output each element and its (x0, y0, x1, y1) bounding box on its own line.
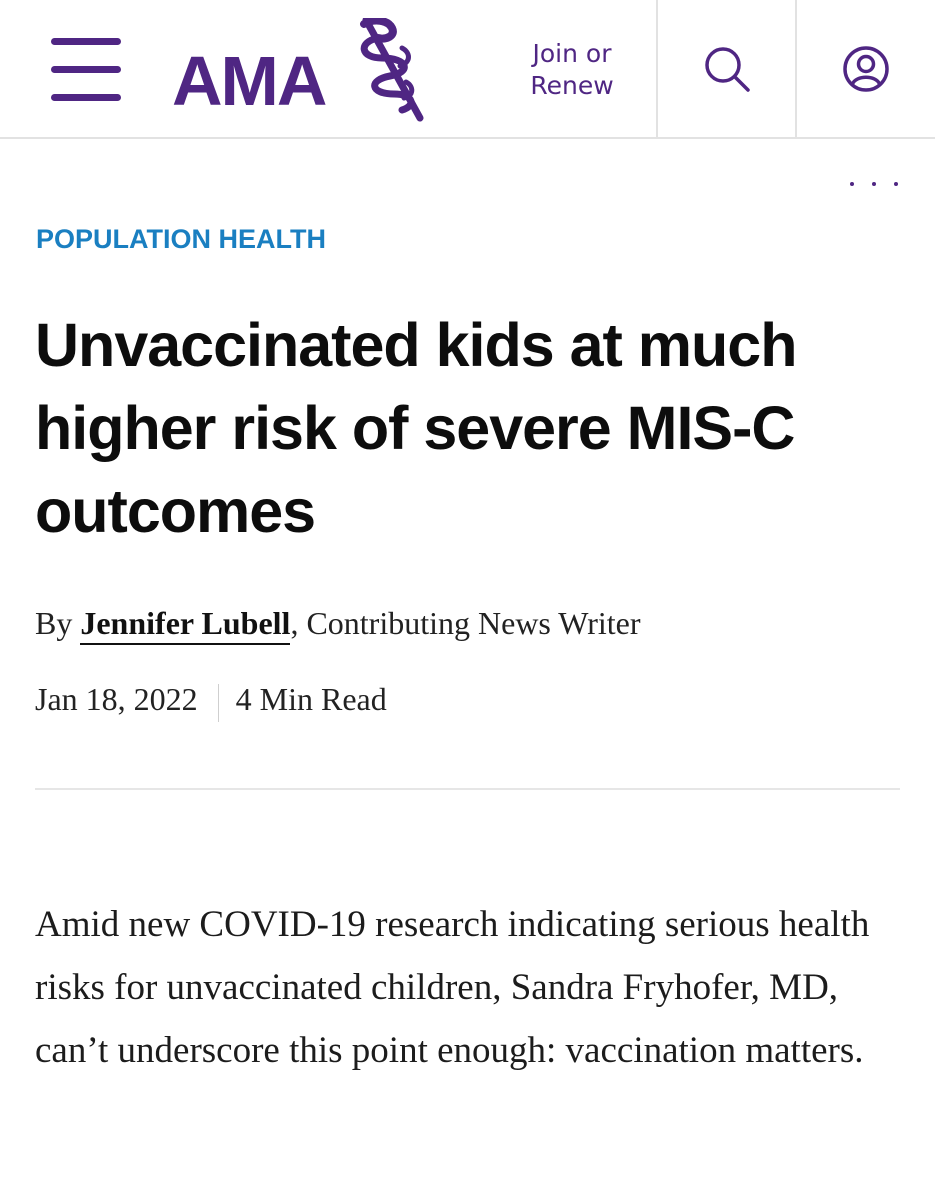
meta-divider (218, 684, 219, 722)
article-category[interactable]: POPULATION HEALTH (36, 224, 326, 254)
join-renew-link[interactable] (516, 38, 628, 102)
article-byline (35, 602, 641, 644)
publish-date: Jan 18, 2022 (35, 681, 198, 717)
staff-of-asclepius-icon (352, 18, 428, 122)
site-header (0, 0, 935, 139)
article-headline: Unvaccinated kids at much higher risk of severe MIS-C outcomes (35, 311, 797, 545)
author-role: , Contributing News Writer (290, 605, 641, 641)
author-link[interactable]: Jennifer Lubell (80, 605, 290, 645)
article-meta (35, 678, 387, 722)
byline-prefix: By (35, 605, 73, 641)
join-label-line2: Renew (530, 71, 614, 100)
search-icon (702, 44, 752, 94)
account-button[interactable] (797, 0, 935, 137)
menu-bar (51, 66, 121, 73)
dot (872, 182, 876, 186)
read-time: 4 Min Read (235, 681, 387, 717)
hamburger-menu-icon[interactable] (51, 38, 121, 102)
ama-logo[interactable] (172, 18, 428, 122)
user-account-icon (841, 44, 891, 94)
menu-bar (51, 38, 121, 45)
article-lead-paragraph: Amid new COVID-19 research indicating serious health risks for unvaccinated children, Sandra Fryhofer, MD, can’t underscore this point enough: vaccination matters. (35, 904, 870, 1071)
section-divider (35, 788, 900, 790)
dot (894, 182, 898, 186)
menu-bar (51, 94, 121, 101)
dot (850, 182, 854, 186)
search-button[interactable] (658, 0, 796, 137)
logo-wordmark: AMA (172, 42, 326, 120)
more-options-icon[interactable] (846, 170, 906, 194)
join-label-line1: Join or (532, 39, 612, 68)
